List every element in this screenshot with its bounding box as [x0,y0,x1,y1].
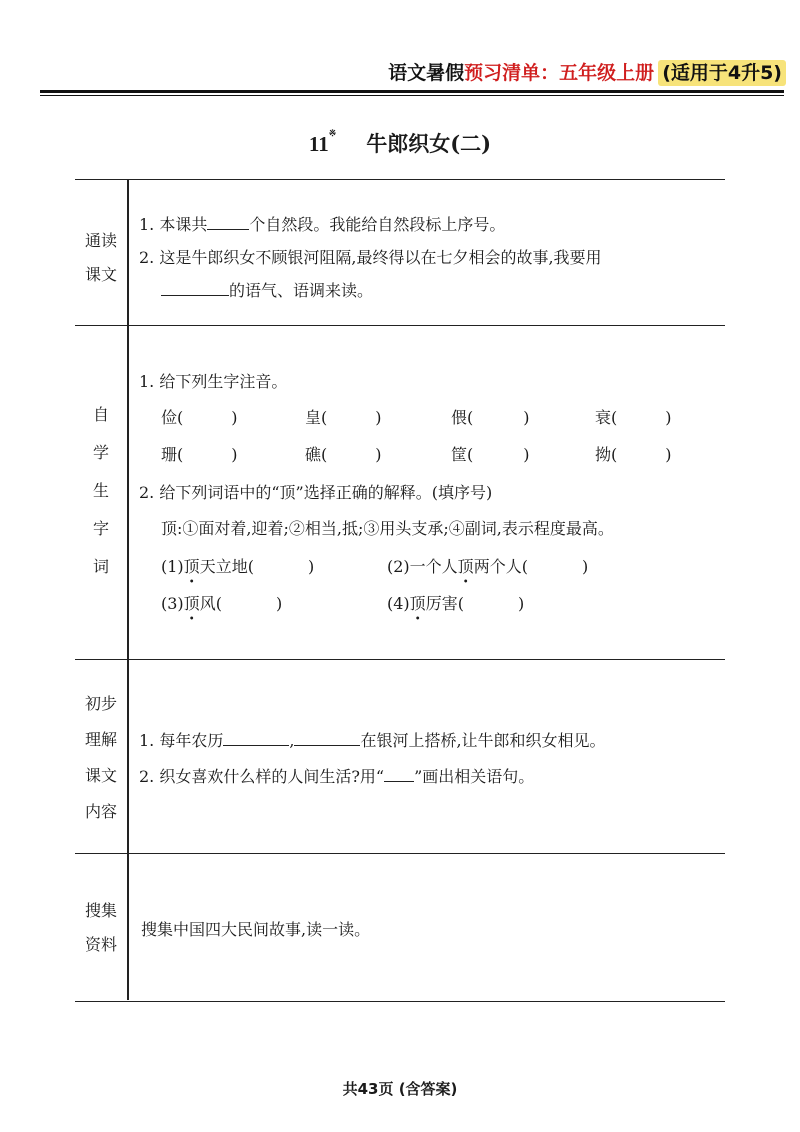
tone-blank[interactable] [161,281,229,296]
ding-word-1[interactable]: (1)顶天立地( ) [161,557,315,576]
ding-definitions: 顶:①面对着,迎着;②相当,抵;③用头支承;④副词,表示程度最高。 [161,519,614,538]
paragraph-count-blank[interactable] [207,215,249,230]
collect-task: 搜集中国四大民间故事,读一读。 [141,920,371,939]
lesson-title [0,128,800,158]
row-read-text: 通读 课文 1. 本课共 个自然段。我能给自然段标上序号。 2. 这是牛郎织女不顾银河阻隔,最终得以在七夕相会的故事,我要用 的语气、语调来读。 [75,180,725,326]
ding-word-2[interactable]: (2)一个人顶两个人( ) [387,557,589,576]
bridge-builder-blank[interactable] [294,731,360,746]
study-q1: 1. 给下列生字注音。 [139,372,288,391]
study-q2: 2. 给下列词语中的“顶”选择正确的解释。(填序号) [139,483,493,502]
lesson-name: 牛郎织女(二) [366,131,492,156]
row-label-collect: 搜集 资料 [84,901,117,954]
row-collect [75,854,725,1002]
pinyin-item[interactable]: 筐( ) [451,445,530,464]
lesson-number: 11※ [308,128,337,156]
pinyin-item[interactable]: 偎( ) [451,408,530,427]
header-title-red: 预习清单：五年级上册 [464,62,655,84]
read-q2-line1: 2. 这是牛郎织女不顾银河阻隔,最终得以在七夕相会的故事,我要用 [139,248,602,267]
pinyin-item[interactable]: 珊( ) [161,445,238,464]
line-mark-sample [384,767,414,782]
row-label-study: 自 学 生 字 词 [92,405,109,576]
lunar-date-blank[interactable] [223,731,289,746]
ding-word-3[interactable]: (3)顶风( ) [161,594,283,613]
header-grade-badge: (适用于4升5) [658,60,786,86]
ding-word-4[interactable]: (4)顶厉害( ) [387,594,525,613]
pinyin-item[interactable]: 皇( ) [305,408,382,427]
pinyin-item[interactable]: 俭( ) [161,408,238,427]
page-header [388,58,786,85]
row-understand: 初步 理解 课文 内容 1. 每年农历 , 在银河上搭桥,让牛郎和织女相见。 2. 织女喜欢什么样的人间生活?用“ ”画出相关语句。 [75,660,725,854]
row-label-understand: 初步 理解 课文 内容 [84,694,117,821]
row-label-read: 通读 课文 [84,231,117,284]
pinyin-item[interactable]: 礁( ) [305,445,382,464]
header-title-black: 语文暑假 [388,62,465,84]
header-rule-thick [40,90,784,93]
pinyin-item[interactable]: 拗( ) [595,445,672,464]
row-self-study [75,326,725,660]
header-rule-thin [40,95,784,96]
pinyin-item[interactable]: 衰( ) [595,408,672,427]
page-footer: 共43页 (含答案) [342,1080,458,1098]
worksheet-table [75,179,725,1002]
